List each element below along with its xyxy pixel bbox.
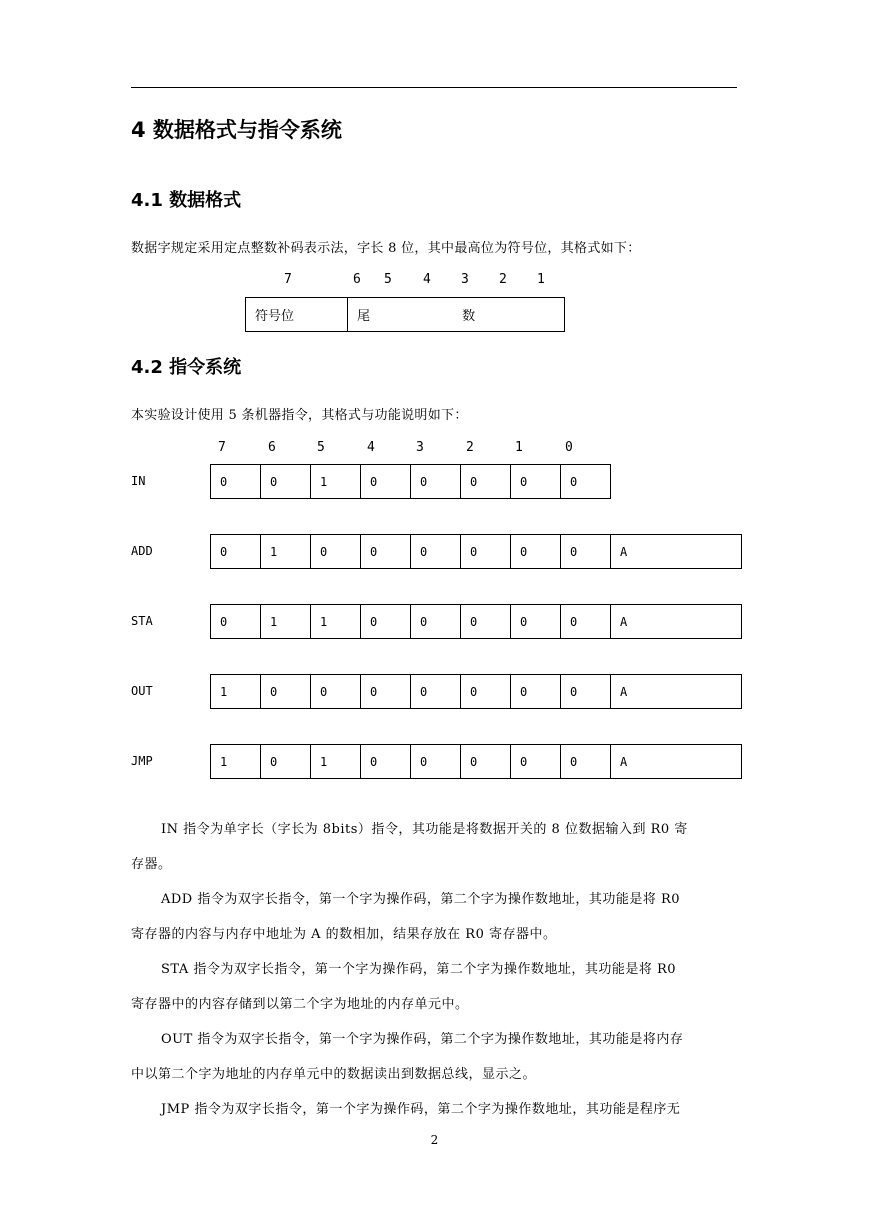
mantissa-label-b: 数 — [462, 309, 476, 324]
bit-cell: 0 — [561, 605, 611, 639]
bit-cell: 0 — [411, 675, 461, 709]
bit-cell: 0 — [411, 605, 461, 639]
bit-cell: 0 — [511, 675, 561, 709]
bit-label: 1 — [515, 440, 523, 455]
section-heading-instruction-set: 4.2 指令系统 — [131, 357, 242, 378]
bit-cell: 0 — [361, 605, 411, 639]
sign-bit-cell: 符号位 — [246, 298, 348, 332]
instruction-format-sta — [210, 604, 742, 639]
bit-cell: 1 — [311, 745, 361, 779]
header-rule — [131, 87, 737, 88]
bit-label: 7 — [218, 440, 226, 455]
bit-cell: 0 — [211, 465, 261, 499]
bit-cell: 1 — [311, 465, 361, 499]
mantissa-label-a: 尾 — [357, 309, 371, 324]
bit-cell: 1 — [311, 605, 361, 639]
data-format-intro: 数据字规定采用定点整数补码表示法，字长 8 位，其中最高位为符号位，其格式如下： — [131, 241, 641, 256]
instruction-format-jmp — [210, 744, 742, 779]
description-in — [131, 812, 737, 882]
bit-cell: 0 — [361, 535, 411, 569]
description-out — [131, 1022, 737, 1092]
bit-cell: 0 — [261, 465, 311, 499]
bit-cell: 0 — [511, 535, 561, 569]
bit-cell: 1 — [261, 605, 311, 639]
description-line: JMP 指令为双字长指令，第一个字为操作码，第二个字为操作数地址，其功能是程序无 — [161, 1102, 681, 1117]
description-line: STA 指令为双字长指令，第一个字为操作码，第二个字为操作数地址，其功能是将 R0 — [161, 962, 677, 977]
bit-label: 3 — [416, 440, 424, 455]
bit-cell: 0 — [561, 675, 611, 709]
chapter-heading: 4 数据格式与指令系统 — [131, 118, 342, 142]
page-number: 2 — [430, 1133, 439, 1147]
bit-cell: 0 — [461, 745, 511, 779]
bit-cell: 0 — [461, 535, 511, 569]
description-line: 存器。 — [131, 857, 172, 872]
bit-label: 0 — [565, 440, 573, 455]
bit-label: 1 — [537, 272, 545, 287]
bit-label: 6 — [268, 440, 276, 455]
bit-cell: 0 — [561, 535, 611, 569]
address-cell: A — [611, 675, 742, 709]
bit-cell: 0 — [261, 675, 311, 709]
bit-label: 3 — [461, 272, 469, 287]
bit-cell: 0 — [311, 675, 361, 709]
mantissa-cell — [348, 298, 565, 332]
address-cell: A — [611, 535, 742, 569]
instruction-name-add: ADD — [131, 544, 153, 558]
bit-cell: 0 — [411, 465, 461, 499]
section-heading-data-format: 4.1 数据格式 — [131, 190, 242, 211]
bit-cell: 0 — [361, 745, 411, 779]
bit-label: 5 — [317, 440, 325, 455]
address-cell: A — [611, 745, 742, 779]
bit-cell: 1 — [261, 535, 311, 569]
bit-cell: 0 — [511, 745, 561, 779]
bit-cell: 0 — [211, 535, 261, 569]
description-add — [131, 882, 737, 952]
bit-cell: 0 — [461, 465, 511, 499]
bit-cell: 0 — [461, 675, 511, 709]
bit-cell: 0 — [361, 675, 411, 709]
instruction-name-sta: STA — [131, 614, 153, 628]
description-line: IN 指令为单字长（字长为 8bits）指令，其功能是将数据开关的 8 位数据输入到 R0 寄 — [161, 822, 688, 837]
description-line: 寄存器中的内容存储到以第二个字为地址的内存单元中。 — [131, 997, 469, 1012]
description-line: 中以第二个字为地址的内存单元中的数据读出到数据总线，显示之。 — [131, 1067, 537, 1082]
bit-label: 2 — [466, 440, 474, 455]
description-jmp — [131, 1092, 737, 1127]
bit-cell: 1 — [211, 745, 261, 779]
instruction-format-in — [210, 464, 611, 499]
bit-label: 4 — [367, 440, 375, 455]
bit-label: 2 — [499, 272, 507, 287]
data-format-table — [245, 297, 565, 332]
description-sta — [131, 952, 737, 1022]
description-line: ADD 指令为双字长指令，第一个字为操作码，第二个字为操作数地址，其功能是将 R0 — [161, 892, 681, 907]
bit-cell: 0 — [511, 605, 561, 639]
description-line: 寄存器的内容与内存中地址为 A 的数相加，结果存放在 R0 寄存器中。 — [131, 927, 557, 942]
bit-cell: 0 — [561, 465, 611, 499]
address-cell: A — [611, 605, 742, 639]
bit-cell: 0 — [211, 605, 261, 639]
bit-label: 7 — [284, 272, 292, 287]
instruction-name-in: IN — [131, 474, 146, 488]
description-line: OUT 指令为双字长指令，第一个字为操作码，第二个字为操作数地址，其功能是将内存 — [161, 1032, 684, 1047]
bit-cell: 0 — [311, 535, 361, 569]
instruction-format-out — [210, 674, 742, 709]
bit-cell: 0 — [511, 465, 561, 499]
bit-label: 4 — [423, 272, 431, 287]
instruction-name-out: OUT — [131, 684, 153, 698]
bit-cell: 0 — [461, 605, 511, 639]
instruction-format-add — [210, 534, 742, 569]
bit-cell: 0 — [361, 465, 411, 499]
bit-cell: 1 — [211, 675, 261, 709]
bit-cell: 0 — [411, 535, 461, 569]
bit-cell: 0 — [411, 745, 461, 779]
bit-label: 5 — [384, 272, 392, 287]
instruction-name-jmp: JMP — [131, 754, 153, 768]
bit-cell: 0 — [261, 745, 311, 779]
bit-cell: 0 — [561, 745, 611, 779]
bit-label: 6 — [353, 272, 361, 287]
instruction-set-intro: 本实验设计使用 5 条机器指令，其格式与功能说明如下： — [131, 408, 468, 423]
